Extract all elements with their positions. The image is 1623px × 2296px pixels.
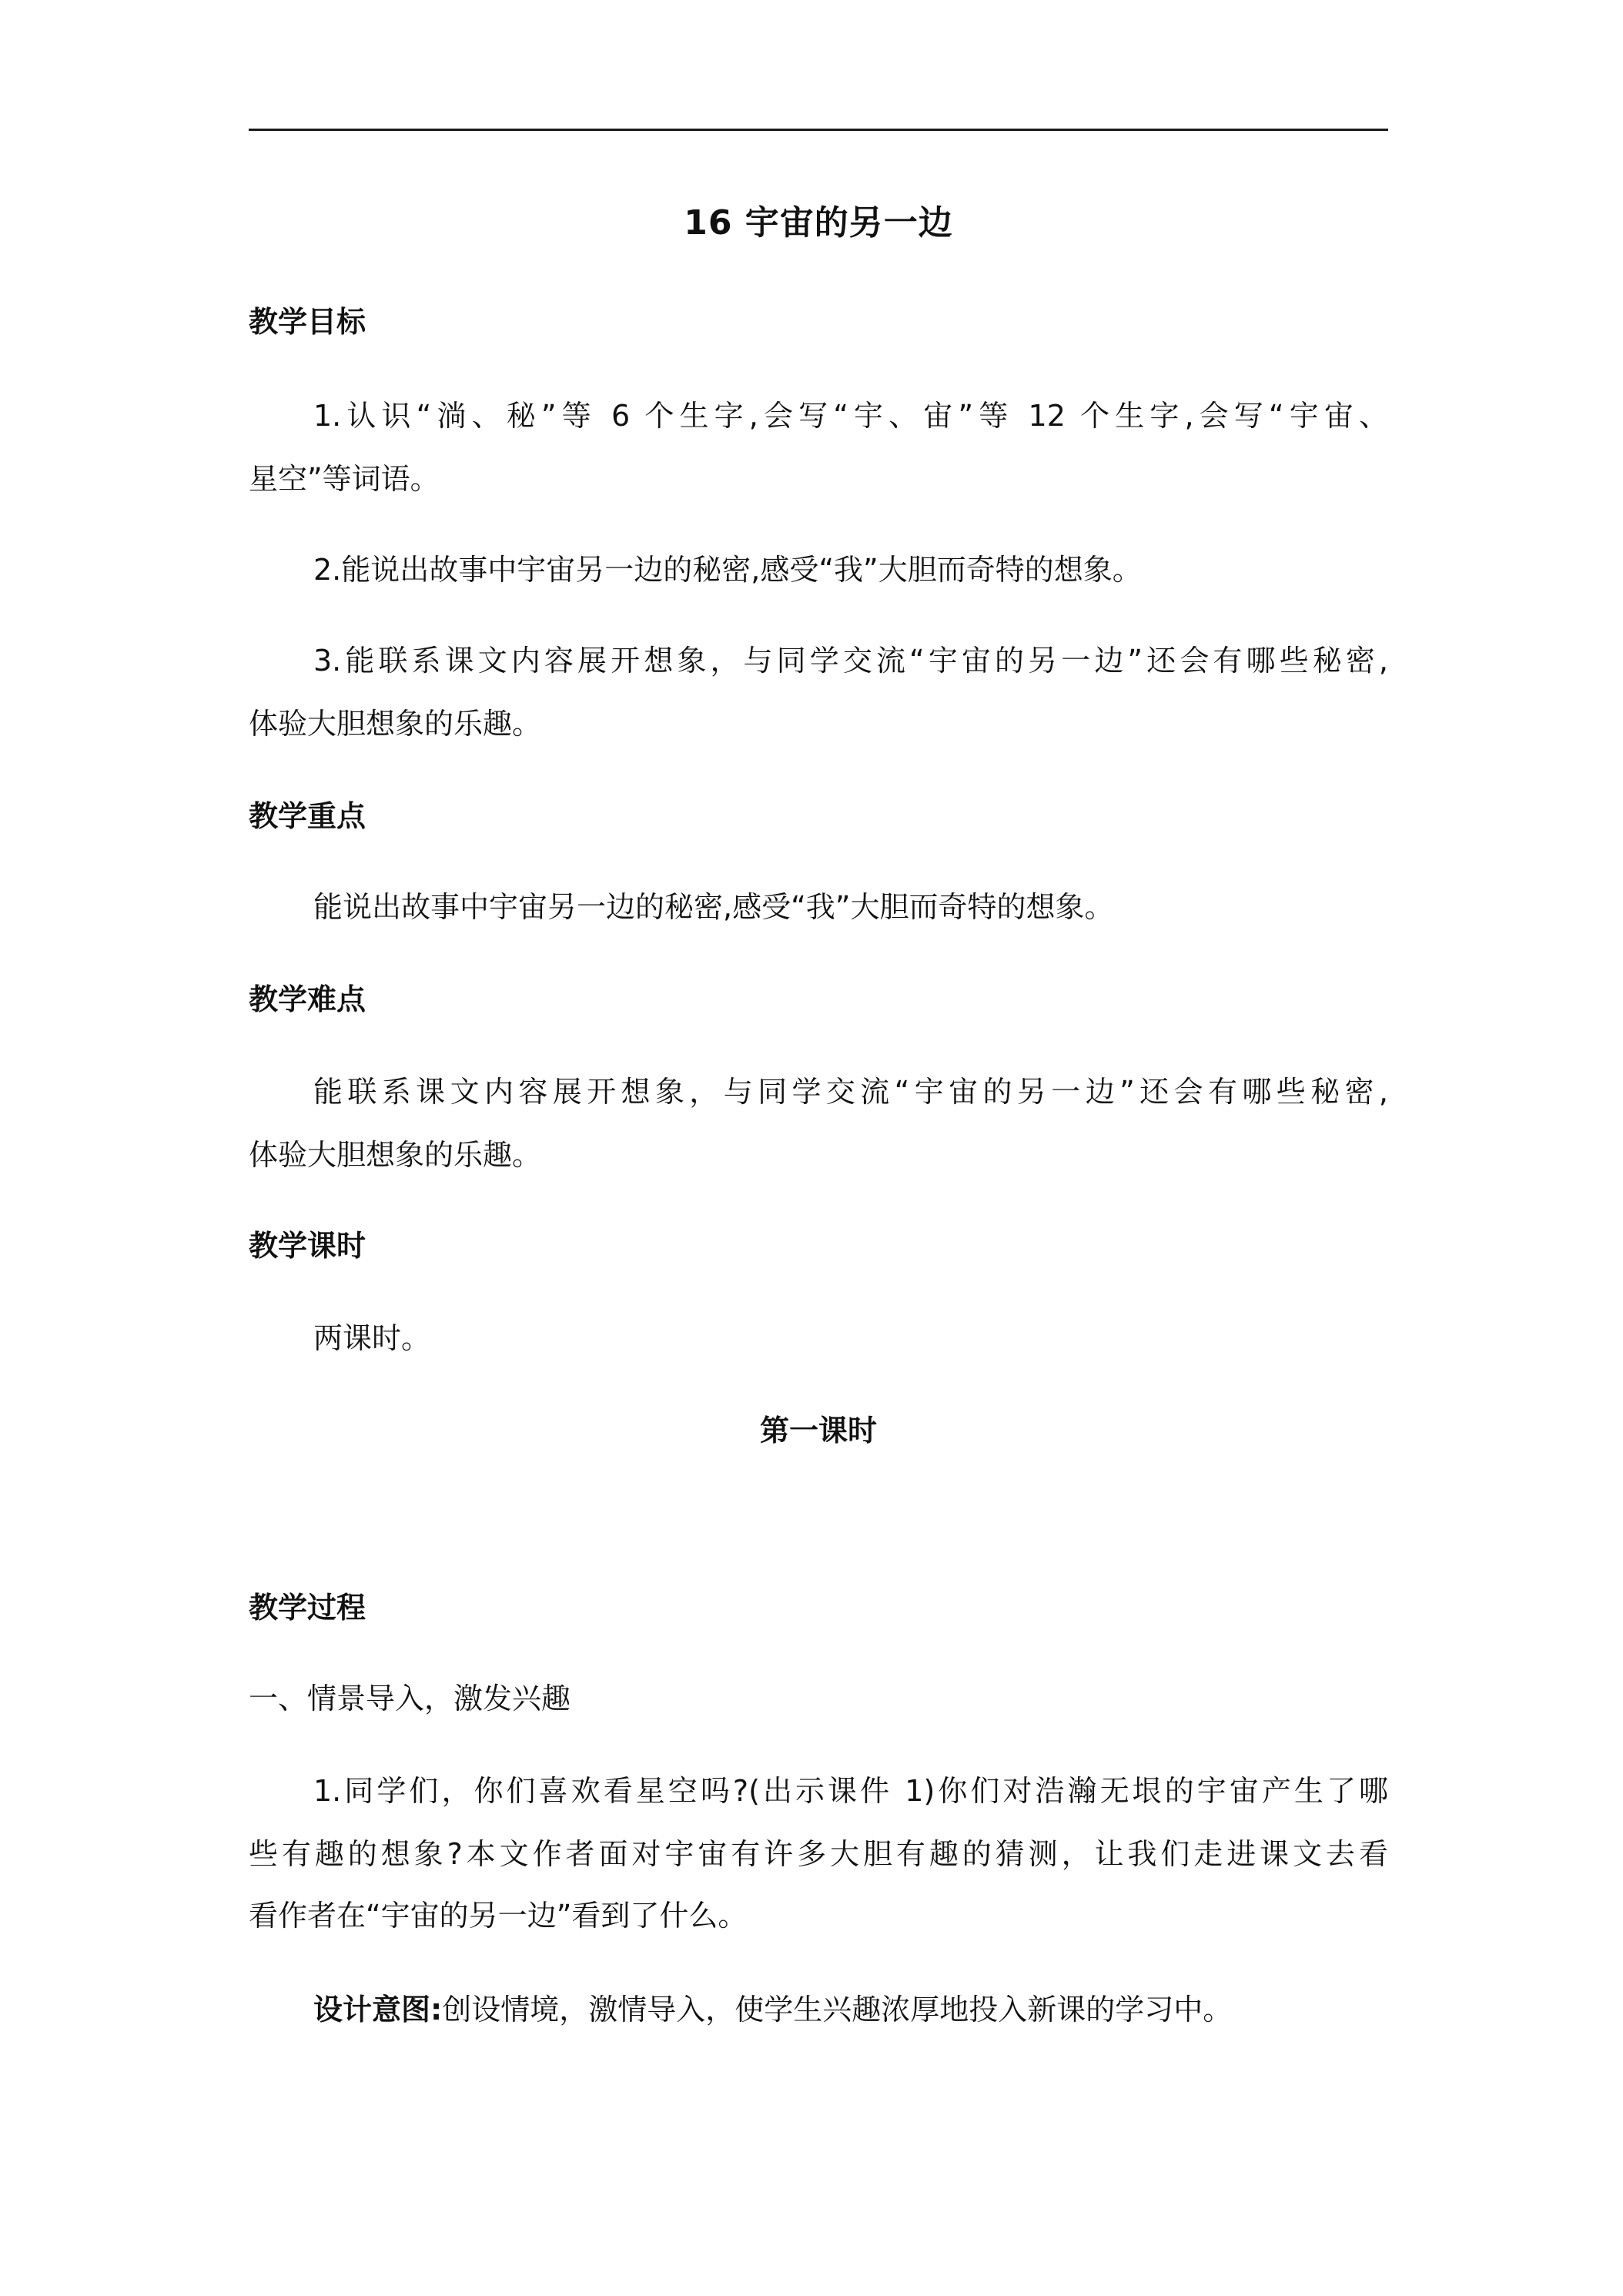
step-1-title: 一、情景导入，激发兴趣 [249,1682,571,1715]
periods-text: 两课时。 [313,1321,431,1355]
key-points-text: 能说出故事中宇宙另一边的秘密,感受“我”大胆而奇特的想象。 [313,890,1114,924]
objective-1-line-2: 星空”等词语。 [249,462,440,496]
objective-1-line-1: 1.认识“淌、秘”等 6 个生字,会写“宇、宙”等 12 个生字,会写“宇宙、 [313,399,1388,433]
difficulties-line-1: 能联系课文内容展开想象，与同学交流“宇宙的另一边”还会有哪些秘密, [313,1075,1388,1109]
process-para-line-2: 些有趣的想象?本文作者面对宇宙有许多大胆有趣的猜测，让我们走进课文去看 [249,1837,1388,1871]
process-para-line-3: 看作者在“宇宙的另一边”看到了什么。 [249,1899,748,1933]
design-intent-label: 设计意图: [313,1993,443,2027]
document-title: 16 宇宙的另一边 [684,203,953,243]
design-intent-text: 创设情境，激情导入，使学生兴趣浓厚地投入新课的学习中。 [442,1993,1233,2027]
difficulties-line-2: 体验大胆想象的乐趣。 [249,1138,542,1172]
process-heading: 教学过程 [249,1591,366,1625]
first-period-heading: 第一课时 [759,1414,877,1448]
process-para-line-1: 1.同学们，你们喜欢看星空吗?(出示课件 1)你们对浩瀚无垠的宇宙产生了哪 [313,1774,1388,1808]
objective-3-line-2: 体验大胆想象的乐趣。 [249,707,542,741]
objective-2: 2.能说出故事中宇宙另一边的秘密,感受“我”大胆而奇特的想象。 [313,553,1142,587]
header-rule [249,129,1388,131]
difficulties-heading: 教学难点 [249,982,366,1016]
design-intent [249,1988,1388,2031]
objective-3-line-1: 3.能联系课文内容展开想象，与同学交流“宇宙的另一边”还会有哪些秘密, [313,644,1388,678]
objectives-heading: 教学目标 [249,305,366,339]
periods-heading: 教学课时 [249,1229,366,1263]
key-points-heading: 教学重点 [249,799,366,833]
